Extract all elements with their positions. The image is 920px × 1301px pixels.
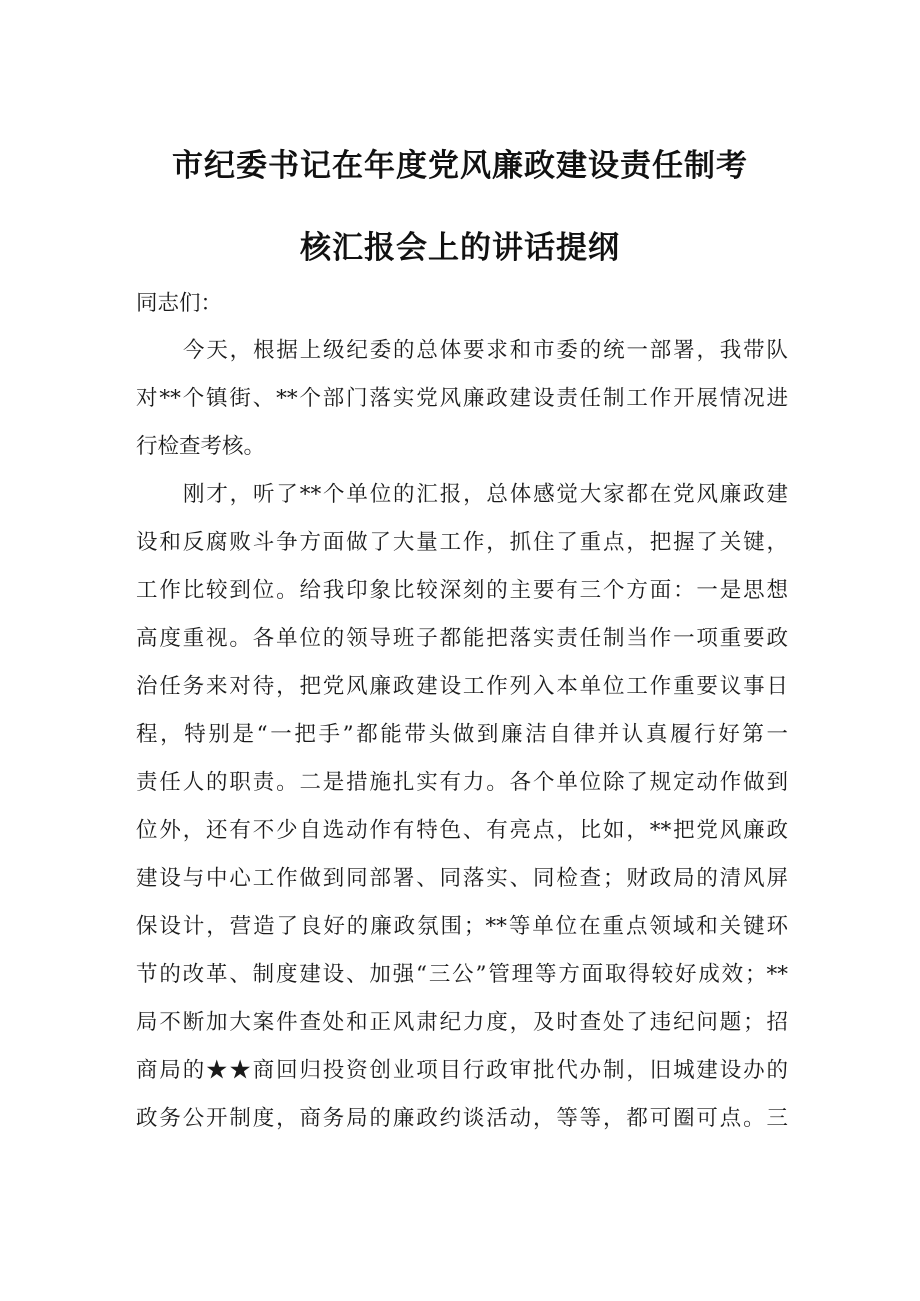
paragraph-2-line: 程，特别是“一把手”都能带头做到廉洁自律并认真履行好第一 <box>136 722 788 747</box>
paragraph-2-line: 建设与中心工作做到同部署、同落实、同检查；财政局的清风屏 <box>136 866 788 891</box>
paragraph-2-line: 节的改革、制度建设、加强“三公”管理等方面取得较好成效；** <box>136 962 788 987</box>
paragraph-1-line: 对**个镇街、**个部门落实党风廉政建设责任制工作开展情况进 <box>136 386 788 411</box>
paragraph-2-line: 设和反腐败斗争方面做了大量工作，抓住了重点，把握了关键， <box>136 530 788 555</box>
paragraph-2-line: 局不断加大案件查处和正风肃纪力度，及时查处了违纪问题；招 <box>136 1010 788 1035</box>
paragraph-2-line: 治任务来对待，把党风廉政建设工作列入本单位工作重要议事日 <box>136 674 788 699</box>
document-title-line-1: 市纪委书记在年度党风廉政建设责任制考 <box>172 148 748 184</box>
paragraph-1-line: 行检查考核。 <box>136 434 266 459</box>
document-title-line-2: 核汇报会上的讲话提纲 <box>300 230 620 266</box>
paragraph-2-line: 高度重视。各单位的领导班子都能把落实责任制当作一项重要政 <box>136 626 788 651</box>
paragraph-2-line: 政务公开制度，商务局的廉政约谈活动，等等，都可圈可点。三 <box>136 1106 788 1131</box>
salutation: 同志们： <box>136 291 223 316</box>
paragraph-1-line: 今天，根据上级纪委的总体要求和市委的统一部署，我带队 <box>183 338 788 363</box>
paragraph-2-line: 保设计，营造了良好的廉政氛围；**等单位在重点领域和关键环 <box>136 914 788 939</box>
paragraph-2-line: 工作比较到位。给我印象比较深刻的主要有三个方面：一是思想 <box>136 578 788 603</box>
paragraph-2-line: 刚才，听了**个单位的汇报，总体感觉大家都在党风廉政建 <box>183 482 788 507</box>
paragraph-2-line: 商局的★★商回归投资创业项目行政审批代办制，旧城建设办的 <box>136 1058 788 1083</box>
paragraph-2-line: 位外，还有不少自选动作有特色、有亮点，比如，**把党风廉政 <box>136 818 788 843</box>
paragraph-2-line: 责任人的职责。二是措施扎实有力。各个单位除了规定动作做到 <box>136 770 788 795</box>
